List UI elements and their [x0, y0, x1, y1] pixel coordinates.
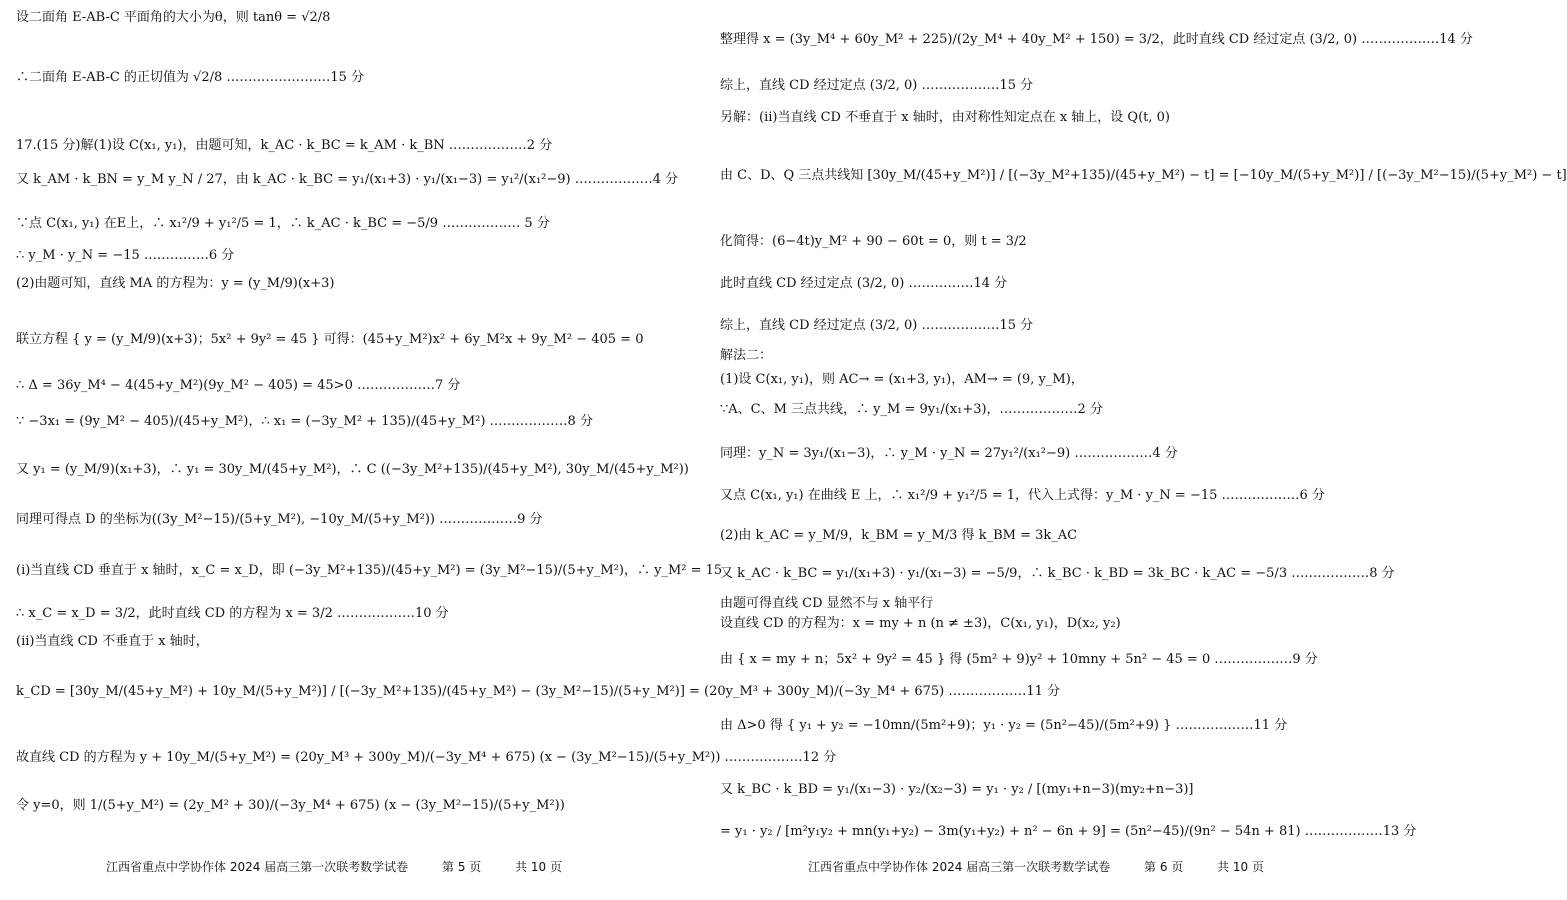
text-line: 由题可得直线 CD 显然不与 x 轴平行 [720, 596, 934, 611]
text-line: 17.(15 分)解(1)设 C(x₁, y₁)，由题可知，k_AC · k_BC = k_AM · k_BN ………………2 分 [16, 138, 553, 153]
text-line: (i)当直线 CD 垂直于 x 轴时，x_C = x_D，即 (−3y_M²+135)/(45+y_M²) = (3y_M²−15)/(5+y_M²)，∴ y_M² = 15 [16, 563, 723, 578]
footer-total-pages: 共 10 页 [515, 860, 562, 874]
text-line: ∴二面角 E-AB-C 的正切值为 √2/8 ……………………15 分 [16, 70, 365, 85]
footer-title: 江西省重点中学协作体 2024 届高三第一次联考数学试卷 [808, 860, 1111, 874]
text-line: 联立方程 { y = (y_M/9)(x+3)；5x² + 9y² = 45 } 可得：(45+y_M²)x² + 6y_M²x + 9y_M² − 405 = 0 [16, 332, 644, 347]
text-line: 化简得：(6−4t)y_M² + 90 − 60t = 0，则 t = 3/2 [720, 234, 1027, 249]
text-line: 同理可得点 D 的坐标为((3y_M²−15)/(5+y_M²), −10y_M/(5+y_M²)) ………………9 分 [16, 512, 543, 527]
text-line: 故直线 CD 的方程为 y + 10y_M/(5+y_M²) = (20y_M³ + 300y_M)/(−3y_M⁴ + 675) (x − (3y_M²−15)/(5+y_M²)) ………………12 分 [16, 750, 837, 765]
text-line: ∵ −3x₁ = (9y_M² − 405)/(45+y_M²)，∴ x₁ = (−3y_M² + 135)/(45+y_M²) ………………8 分 [16, 414, 593, 429]
page-footer [808, 858, 1294, 875]
text-line: 令 y=0，则 1/(5+y_M²) = (2y_M² + 30)/(−3y_M⁴ + 675) (x − (3y_M²−15)/(5+y_M²)) [16, 798, 565, 813]
text-line: (2)由 k_AC = y_M/9，k_BM = y_M/3 得 k_BM = 3k_AC [720, 528, 1078, 543]
text-line: (2)由题可知，直线 MA 的方程为：y = (y_M/9)(x+3) [16, 276, 335, 291]
text-line: 整理得 x = (3y_M⁴ + 60y_M² + 225)/(2y_M⁴ + 40y_M² + 150) = 3/2，此时直线 CD 经过定点 (3/2, 0) ………………14 分 [720, 32, 1473, 47]
text-line: 又 y₁ = (y_M/9)(x₁+3)，∴ y₁ = 30y_M/(45+y_M²)，∴ C ((−3y_M²+135)/(45+y_M²), 30y_M/(45+y_M²)) [16, 462, 689, 477]
text-line: ∵点 C(x₁, y₁) 在E上，∴ x₁²/9 + y₁²/5 = 1，∴ k_AC · k_BC = −5/9 ……………… 5 分 [16, 216, 550, 231]
text-line: 此时直线 CD 经过定点 (3/2, 0) ……………14 分 [720, 276, 1008, 291]
text-line: k_CD = [30y_M/(45+y_M²) + 10y_M/(5+y_M²)] / [(−3y_M²+135)/(45+y_M²) − (3y_M²−15)/(5+y_M²)] = (20y_M³ + 300y_M)/(−3y_M⁴ + 675) ………………11 分 [16, 684, 1061, 699]
text-line: (ii)当直线 CD 不垂直于 x 轴时， [16, 634, 209, 649]
text-line: 又 k_BC · k_BD = y₁/(x₁−3) · y₂/(x₂−3) = y₁ · y₂ / [(my₁+n−3)(my₂+n−3)] [720, 782, 1194, 797]
footer-page-number: 第 6 页 [1144, 860, 1184, 874]
right-page [720, 0, 1567, 900]
page-footer [106, 858, 592, 875]
text-line: 又 k_AC · k_BC = y₁/(x₁+3) · y₁/(x₁−3) = −5/9，∴ k_BC · k_BD = 3k_BC · k_AC = −5/3 ………………8 分 [720, 566, 1395, 581]
text-line: 同理：y_N = 3y₁/(x₁−3)，∴ y_M · y_N = 27y₁²/(x₁²−9) ………………4 分 [720, 446, 1178, 461]
text-line: = y₁ · y₂ / [m²y₁y₂ + mn(y₁+y₂) − 3m(y₁+y₂) + n² − 6n + 9] = (5n²−45)/(9n² − 54n + 81) ………………13 分 [720, 824, 1417, 839]
text-line: ∴ Δ = 36y_M⁴ − 4(45+y_M²)(9y_M² − 405) = 45>0 ………………7 分 [16, 378, 461, 393]
footer-total-pages: 共 10 页 [1217, 860, 1264, 874]
text-line: 由 { x = my + n；5x² + 9y² = 45 } 得 (5m² + 9)y² + 10mny + 5n² − 45 = 0 ………………9 分 [720, 652, 1318, 667]
text-line: 设二面角 E-AB-C 平面角的大小为θ，则 tanθ = √2/8 [16, 10, 331, 25]
text-line: 另解：(ii)当直线 CD 不垂直于 x 轴时，由对称性知定点在 x 轴上，设 Q(t, 0) [720, 110, 1170, 125]
text-line: (1)设 C(x₁, y₁)，则 AC→ = (x₁+3, y₁)，AM→ = (9, y_M)， [720, 372, 1084, 387]
text-line: ∴ y_M · y_N = −15 ……………6 分 [16, 248, 235, 263]
footer-title: 江西省重点中学协作体 2024 届高三第一次联考数学试卷 [106, 860, 409, 874]
text-line: 由 Δ>0 得 { y₁ + y₂ = −10mn/(5m²+9)；y₁ · y₂ = (5n²−45)/(5m²+9) } ………………11 分 [720, 718, 1288, 733]
text-line: 综上，直线 CD 经过定点 (3/2, 0) ………………15 分 [720, 78, 1034, 93]
text-line: 综上，直线 CD 经过定点 (3/2, 0) ………………15 分 [720, 318, 1034, 333]
text-line: ∴ x_C = x_D = 3/2，此时直线 CD 的方程为 x = 3/2 ………………10 分 [16, 606, 449, 621]
text-line: 又 k_AM · k_BN = y_M y_N / 27，由 k_AC · k_BC = y₁/(x₁+3) · y₁/(x₁−3) = y₁²/(x₁²−9) ………………4 分 [16, 172, 679, 187]
text-line: 由 C、D、Q 三点共线知 [30y_M/(45+y_M²)] / [(−3y_M²+135)/(45+y_M²) − t] = [−10y_M/(5+y_M²)] / [(−3y_M²−15)/(5+y_M²) − t] [720, 168, 1567, 183]
text-line: 解法二： [720, 348, 773, 363]
text-line: ∵A、C、M 三点共线，∴ y_M = 9y₁/(x₁+3)，………………2 分 [720, 402, 1103, 417]
text-line: 又点 C(x₁, y₁) 在曲线 E 上，∴ x₁²/9 + y₁²/5 = 1，代入上式得：y_M · y_N = −15 ………………6 分 [720, 488, 1325, 503]
footer-page-number: 第 5 页 [442, 860, 482, 874]
text-line: 设直线 CD 的方程为：x = my + n (n ≠ ±3)，C(x₁, y₁)，D(x₂, y₂) [720, 616, 1121, 631]
